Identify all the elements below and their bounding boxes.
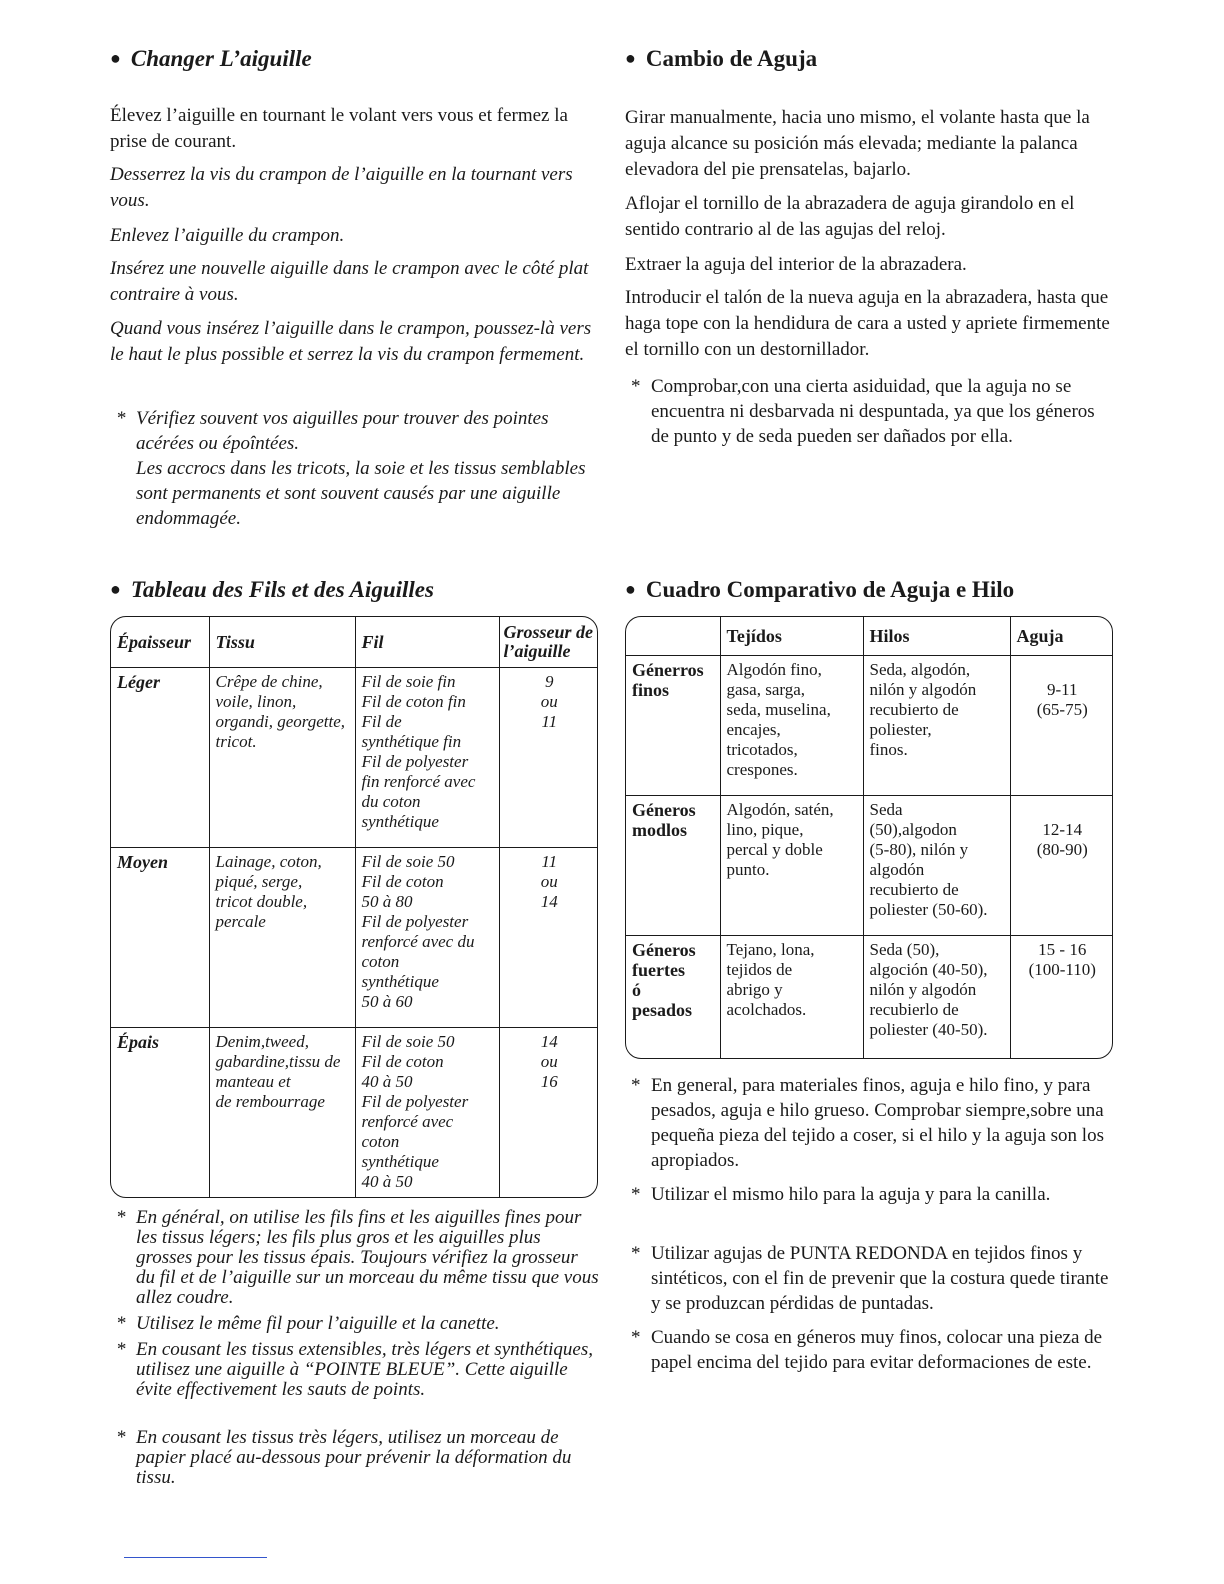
french-change-needle-heading: ● Changer L’aiguille xyxy=(110,46,312,71)
spanish-note-needle-check: * Comprobar,con una cierta asiduidad, que la aguja no se encuentra ni desbarvada ni despuntada, ya que los géneros de punto y de seda pueden ser dañados por ella. xyxy=(631,376,1095,447)
table-row xyxy=(626,935,1113,1058)
french-paragraph-4: Insérez une nouvelle aiguille dans le crampon avec le côté plat contraire à vous. xyxy=(110,258,589,305)
asterisk-icon: * xyxy=(116,408,126,429)
spanish-table-note-2: * Utilizar el mismo hilo para la aguja y para la canilla. xyxy=(631,1184,1051,1205)
french-paragraph-1: Élevez l’aiguille en tournant le volant vers vous et fermez la prise de courant. xyxy=(110,105,568,152)
fabric-cell: Tejano, lona, tejidos de abrigo y acolchados. xyxy=(720,935,863,1058)
bullet-icon: ● xyxy=(625,48,636,68)
fabric-cell: Denim,tweed, gabardine,tissu de manteau et de rembourrage xyxy=(209,1027,355,1197)
column-header: Aguja xyxy=(1010,617,1113,655)
spanish-paragraph-4: Introducir el talón de la nueva aguja en la abrazadera, hasta que haga tope con la hendidura de cara a usted y apriete firmemente el tornillo con un destornillador. xyxy=(625,287,1110,360)
thread-cell: Seda, algodón, nilón y algodón recubierto de poliester, finos. xyxy=(863,655,1010,795)
needle-size-cell: 14 ou 16 xyxy=(499,1027,598,1197)
asterisk-icon: * xyxy=(631,1243,641,1264)
french-table-note-3: * En cousant les tissus extensibles, très légers et synthétiques, utilisez une aiguille à “POINTE BLEUE”. Cette aiguille évite effectivement les sauts de points. xyxy=(116,1339,593,1400)
spanish-table-note-4: * Cuando se cosa en géneros muy finos, colocar una pieza de papel encima del tejido para evitar deformaciones de este. xyxy=(631,1327,1103,1373)
french-paragraph-3: Enlevez l’aiguille du crampon. xyxy=(110,225,345,246)
asterisk-icon: * xyxy=(631,1184,641,1205)
table-row xyxy=(626,795,1113,935)
column-header: Tejídos xyxy=(720,617,863,655)
needle-size-cell: 12-14 (80-90) xyxy=(1010,795,1113,935)
french-note-needle-check: * Vérifiez souvent vos aiguilles pour trouver des pointes acérées ou époîntées. Les accrocs dans les tricots, la soie et les tissus semblables sont permanents et sont souvent causés par une aiguille endommagée. xyxy=(116,408,586,529)
footer-divider xyxy=(124,1557,267,1558)
weight-cell: Génerros finos xyxy=(626,655,720,795)
needle-size-cell: 11 ou 14 xyxy=(499,847,598,1027)
asterisk-icon: * xyxy=(631,376,641,397)
weight-cell: Géneros fuertes ó pesados xyxy=(626,935,720,1058)
asterisk-icon: * xyxy=(631,1075,641,1096)
thread-cell: Seda (50),algodon (5-80), nilón y algodón recubierto de poliester (50-60). xyxy=(863,795,1010,935)
needle-size-cell: 9 ou 11 xyxy=(499,667,598,847)
spanish-table-note-1: * En general, para materiales finos, aguja e hilo fino, y para pesados, aguja e hilo grueso. Comprobar siempre,sobre una pequeña pieza del tejido a coser, si el hilo y la aguja son los apropiados. xyxy=(631,1075,1104,1171)
spanish-paragraph-3: Extraer la aguja del interior de la abrazadera. xyxy=(625,254,967,275)
spanish-comparative-table xyxy=(625,616,1113,1059)
asterisk-icon: * xyxy=(116,1313,126,1334)
table-row xyxy=(111,667,598,847)
asterisk-icon: * xyxy=(631,1327,641,1348)
weight-cell: Géneros modlos xyxy=(626,795,720,935)
thread-cell: Seda (50), algoción (40-50), nilón y algodón recubierlo de poliester (40-50). xyxy=(863,935,1010,1058)
thread-cell: Fil de soie fin Fil de coton fin Fil de synthétique fin Fil de polyester fin renforcé avec du coton synthétique xyxy=(355,667,499,847)
spanish-table-note-3: * Utilizar agujas de PUNTA REDONDA en tejidos finos y sintéticos, con el fin de prevenir que la costura quede tirante y se produzcan pérdidas de puntadas. xyxy=(631,1243,1109,1314)
needle-size-cell: 15 - 16 (100-110) xyxy=(1010,935,1113,1058)
french-thread-needle-table xyxy=(110,616,598,1198)
spanish-paragraph-1: Girar manualmente, hacia uno mismo, el volante hasta que la aguja alcance su posición más elevada; mediante la palanca elevadora del pie prensatelas, bajarlo. xyxy=(625,107,1090,180)
french-table-note-4: * En cousant les tissus très légers, utilisez un morceau de papier placé au-dessous pour prévenir la déformation du tissu. xyxy=(116,1427,572,1488)
needle-size-cell: 9-11 (65-75) xyxy=(1010,655,1113,795)
column-header: Hilos xyxy=(863,617,1010,655)
weight-cell: Moyen xyxy=(111,847,209,1027)
asterisk-icon: * xyxy=(116,1339,126,1360)
column-header xyxy=(626,617,720,655)
fabric-cell: Crêpe de chine, voile, linon, organdi, georgette, tricot. xyxy=(209,667,355,847)
table-row xyxy=(111,1027,598,1197)
spanish-table-heading: ● Cuadro Comparativo de Aguja e Hilo xyxy=(625,577,1015,602)
weight-cell: Léger xyxy=(111,667,209,847)
weight-cell: Épais xyxy=(111,1027,209,1197)
bullet-icon: ● xyxy=(110,48,121,68)
fabric-cell: Algodón fino, gasa, sarga, seda, muselina, encajes, tricotados, crespones. xyxy=(720,655,863,795)
french-table-note-2: * Utilisez le même fil pour l’aiguille et la canette. xyxy=(116,1313,500,1334)
french-paragraph-5: Quand vous insérez l’aiguille dans le crampon, poussez-là vers le haut le plus possible et serrez la vis du crampon fermement. xyxy=(110,318,592,365)
column-header: Épaisseur xyxy=(111,617,209,667)
thread-cell: Fil de soie 50 Fil de coton 40 à 50 Fil de polyester renforcé avec coton synthétique 40 à 50 xyxy=(355,1027,499,1197)
thread-cell: Fil de soie 50 Fil de coton 50 à 80 Fil de polyester renforcé avec du coton synthétique 50 à 60 xyxy=(355,847,499,1027)
spanish-paragraph-2: Aflojar el tornillo de la abrazadera de aguja girandolo en el sentido contrario al de las agujas del reloj. xyxy=(625,193,1075,240)
french-paragraph-2: Desserrez la vis du crampon de l’aiguille en la tournant vers vous. xyxy=(110,164,573,211)
asterisk-icon: * xyxy=(116,1427,126,1448)
french-table-note-1: * En général, on utilise les fils fins et les aiguilles fines pour les tissus légers; les fils plus gros et les aiguilles plus grosses pour les tissus épais. Toujours vérifiez la grosseur du fil et de l’aiguille sur un morceau du même tissu que vous allez coudre. xyxy=(116,1207,599,1308)
table-row xyxy=(626,655,1113,795)
french-table-heading: ● Tableau des Fils et des Aiguilles xyxy=(110,577,434,602)
column-header: Grosseur de l’aiguille xyxy=(499,617,598,667)
asterisk-icon: * xyxy=(116,1207,126,1228)
fabric-cell: Lainage, coton, piqué, serge, tricot double, percale xyxy=(209,847,355,1027)
column-header: Tissu xyxy=(209,617,355,667)
column-header: Fil xyxy=(355,617,499,667)
spanish-change-needle-heading: ● Cambio de Aguja xyxy=(625,46,818,71)
bullet-icon: ● xyxy=(625,579,636,599)
fabric-cell: Algodón, satén, lino, pique, percal y doble punto. xyxy=(720,795,863,935)
bullet-icon: ● xyxy=(110,579,121,599)
table-row xyxy=(111,847,598,1027)
